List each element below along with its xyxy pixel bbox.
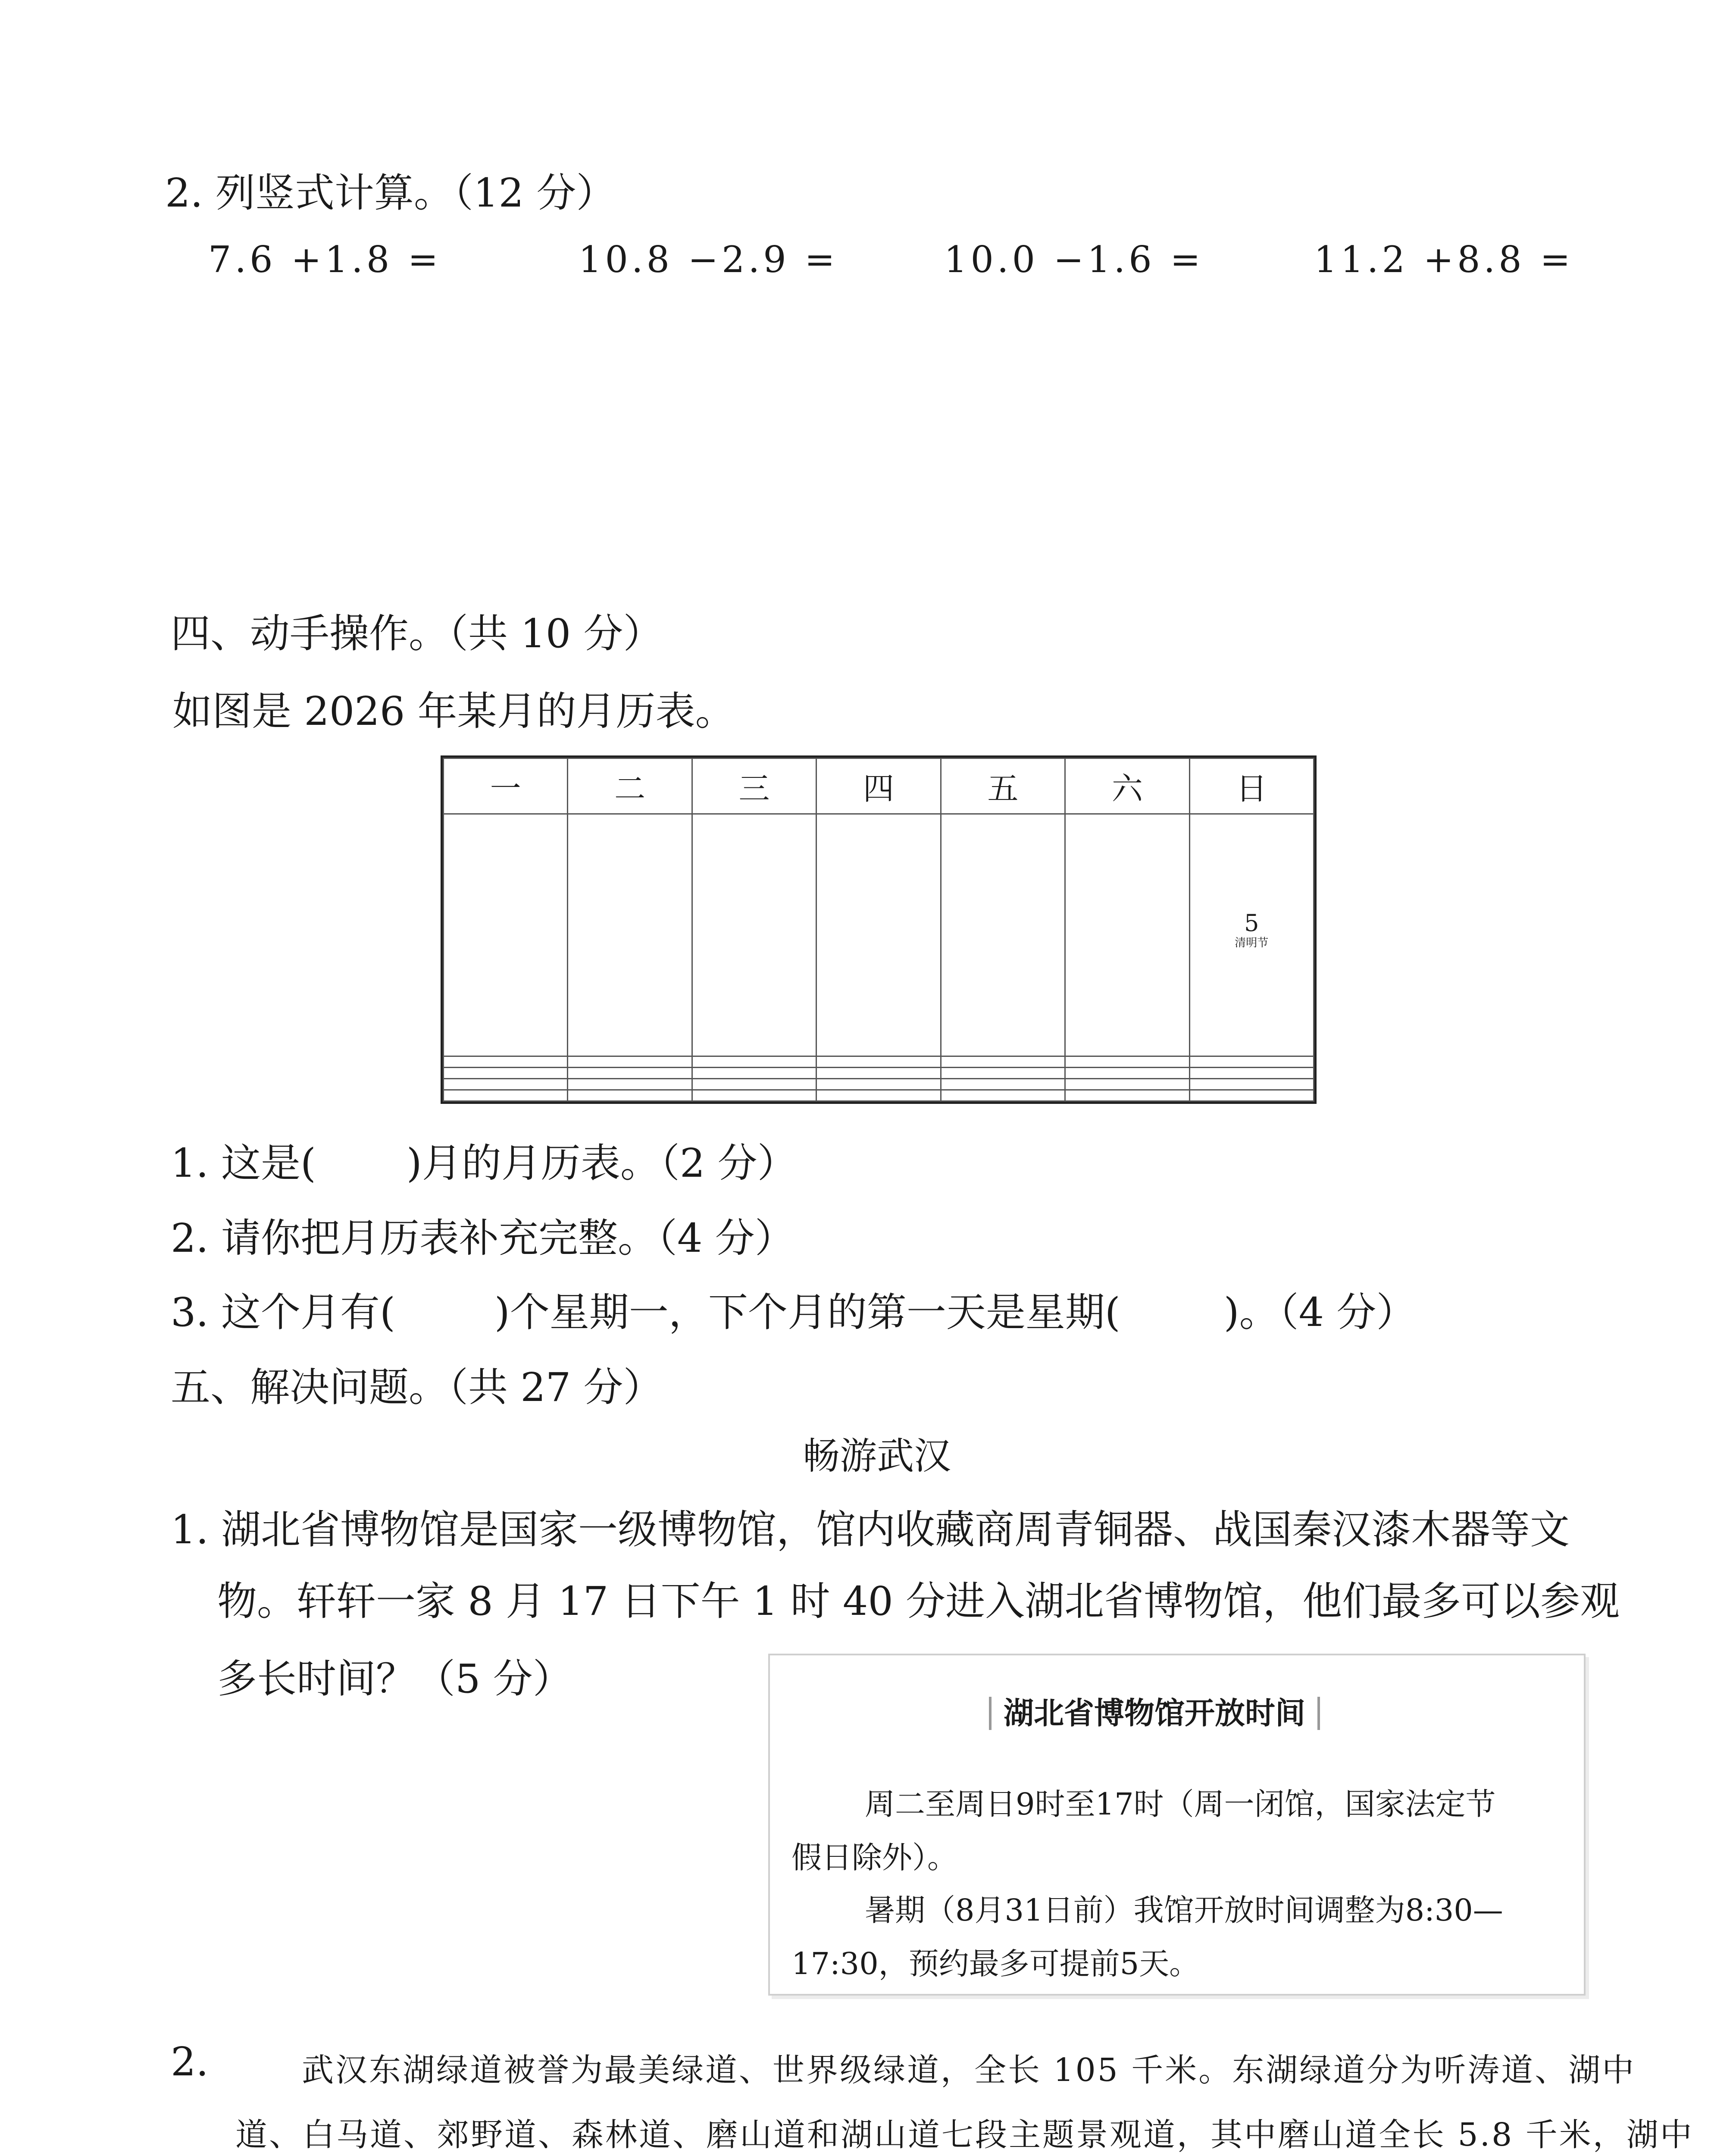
calendar-cell[interactable]	[816, 1056, 941, 1068]
calendar-day-number: 5	[1244, 909, 1259, 937]
calendar-cell[interactable]	[1065, 1079, 1189, 1090]
equation-1: 7.6 +1.8 =	[208, 238, 442, 281]
museum-hours-notice	[768, 1654, 1586, 1996]
calendar-cell[interactable]	[568, 814, 692, 1056]
problem2-number: 2.	[171, 2039, 209, 2085]
calendar-cell[interactable]	[1065, 1056, 1189, 1068]
problem1-line3: 多长时间？（5 分）	[217, 1656, 572, 1702]
equation-3: 10.0 −1.6 =	[944, 238, 1204, 281]
calendar-header-wed: 三	[692, 758, 816, 814]
calendar-holiday-label: 清明节	[1235, 936, 1269, 950]
calendar-cell[interactable]	[941, 1090, 1065, 1101]
calendar-header-mon: 一	[444, 758, 568, 814]
calendar-cell[interactable]	[568, 1079, 692, 1090]
section4-question-2: 2. 请你把月历表补充完整。（4 分）	[171, 1215, 795, 1261]
calendar-cell[interactable]	[816, 1079, 941, 1090]
section4-question-1: 1. 这是( )月的月历表。（2 分）	[171, 1140, 797, 1186]
calendar-cell[interactable]	[941, 1068, 1065, 1079]
calc-question-title: 2. 列竖式计算。（12 分）	[165, 170, 616, 216]
calendar-cell[interactable]	[692, 1056, 816, 1068]
calendar-table	[441, 755, 1317, 1104]
calendar-cell[interactable]	[568, 1090, 692, 1101]
calendar-cell[interactable]	[1065, 1068, 1189, 1079]
calendar-cell[interactable]	[692, 814, 816, 1056]
notice-title: 湖北省博物馆开放时间	[989, 1697, 1320, 1730]
calendar-cell[interactable]	[1065, 1090, 1189, 1101]
calendar-cell[interactable]	[568, 1056, 692, 1068]
calendar-header-tue: 二	[568, 758, 692, 814]
calendar-cell[interactable]	[1189, 1090, 1314, 1101]
calendar-header-sat: 六	[1065, 758, 1189, 814]
notice-line-2: 假日除外）。	[791, 1840, 957, 1875]
calendar-week-row	[444, 1079, 1314, 1090]
calendar-cell[interactable]	[941, 1056, 1065, 1068]
calendar-cell[interactable]	[816, 1068, 941, 1079]
calendar-cell[interactable]	[1189, 1056, 1314, 1068]
calendar-week-row	[444, 1090, 1314, 1101]
calendar-cell[interactable]	[941, 814, 1065, 1056]
equation-4: 11.2 +8.8 =	[1314, 238, 1574, 281]
calendar-cell[interactable]	[692, 1079, 816, 1090]
calendar-header-row	[444, 758, 1314, 814]
equation-2: 10.8 −2.9 =	[579, 238, 838, 281]
calendar-cell-filled	[1189, 814, 1314, 1056]
calendar-cell[interactable]	[444, 1056, 568, 1068]
calendar-week-row	[444, 814, 1314, 1056]
calendar-cell[interactable]	[444, 814, 568, 1056]
section5-subtitle: 畅游武汉	[803, 1435, 951, 1478]
calendar-cell[interactable]	[444, 1079, 568, 1090]
calendar-cell[interactable]	[816, 814, 941, 1056]
notice-line-4: 17:30，预约最多可提前5天。	[791, 1946, 1200, 1981]
section4-question-3: 3. 这个月有( )个星期一，下个月的第一天是星期( )。（4 分）	[171, 1289, 1416, 1335]
notice-line-3: 暑期（8月31日前）我馆开放时间调整为8:30—	[865, 1893, 1503, 1928]
calendar-header-sun: 日	[1189, 758, 1314, 814]
calendar-cell[interactable]	[816, 1090, 941, 1101]
problem2-line1: 武汉东湖绿道被誉为最美绿道、世界级绿道，全长 105 千米。东湖绿道分为听涛道、湖中	[302, 2052, 1636, 2089]
calendar-cell[interactable]	[1189, 1079, 1314, 1090]
calendar-week-row	[444, 1056, 1314, 1068]
calendar-cell[interactable]	[568, 1068, 692, 1079]
calendar-cell[interactable]	[1189, 1068, 1314, 1079]
calendar-header-thu: 四	[816, 758, 941, 814]
notice-line-1: 周二至周日9时至17时（周一闭馆，国家法定节	[865, 1786, 1496, 1822]
calendar-week-row	[444, 1068, 1314, 1079]
calendar-cell[interactable]	[692, 1090, 816, 1101]
calendar-cell[interactable]	[444, 1090, 568, 1101]
calendar-cell[interactable]	[692, 1068, 816, 1079]
problem2-line2: 道、白马道、郊野道、森林道、磨山道和湖山道七段主题景观道，其中磨山道全长 5.8 千米，湖中	[235, 2116, 1694, 2153]
calendar-header-fri: 五	[941, 758, 1065, 814]
problem1-line1: 1. 湖北省博物馆是国家一级博物馆，馆内收藏商周青铜器、战国秦汉漆木器等文	[171, 1507, 1570, 1553]
section4-title: 四、动手操作。（共 10 分）	[171, 611, 663, 657]
problem1-line2: 物。轩轩一家 8 月 17 日下午 1 时 40 分进入湖北省博物馆，他们最多可以参观	[217, 1578, 1620, 1624]
calendar-cell[interactable]	[1065, 814, 1189, 1056]
section5-title: 五、解决问题。（共 27 分）	[171, 1364, 663, 1410]
calendar-intro: 如图是 2026 年某月的月历表。	[172, 688, 735, 734]
calendar-cell[interactable]	[941, 1079, 1065, 1090]
calendar-cell[interactable]	[444, 1068, 568, 1079]
